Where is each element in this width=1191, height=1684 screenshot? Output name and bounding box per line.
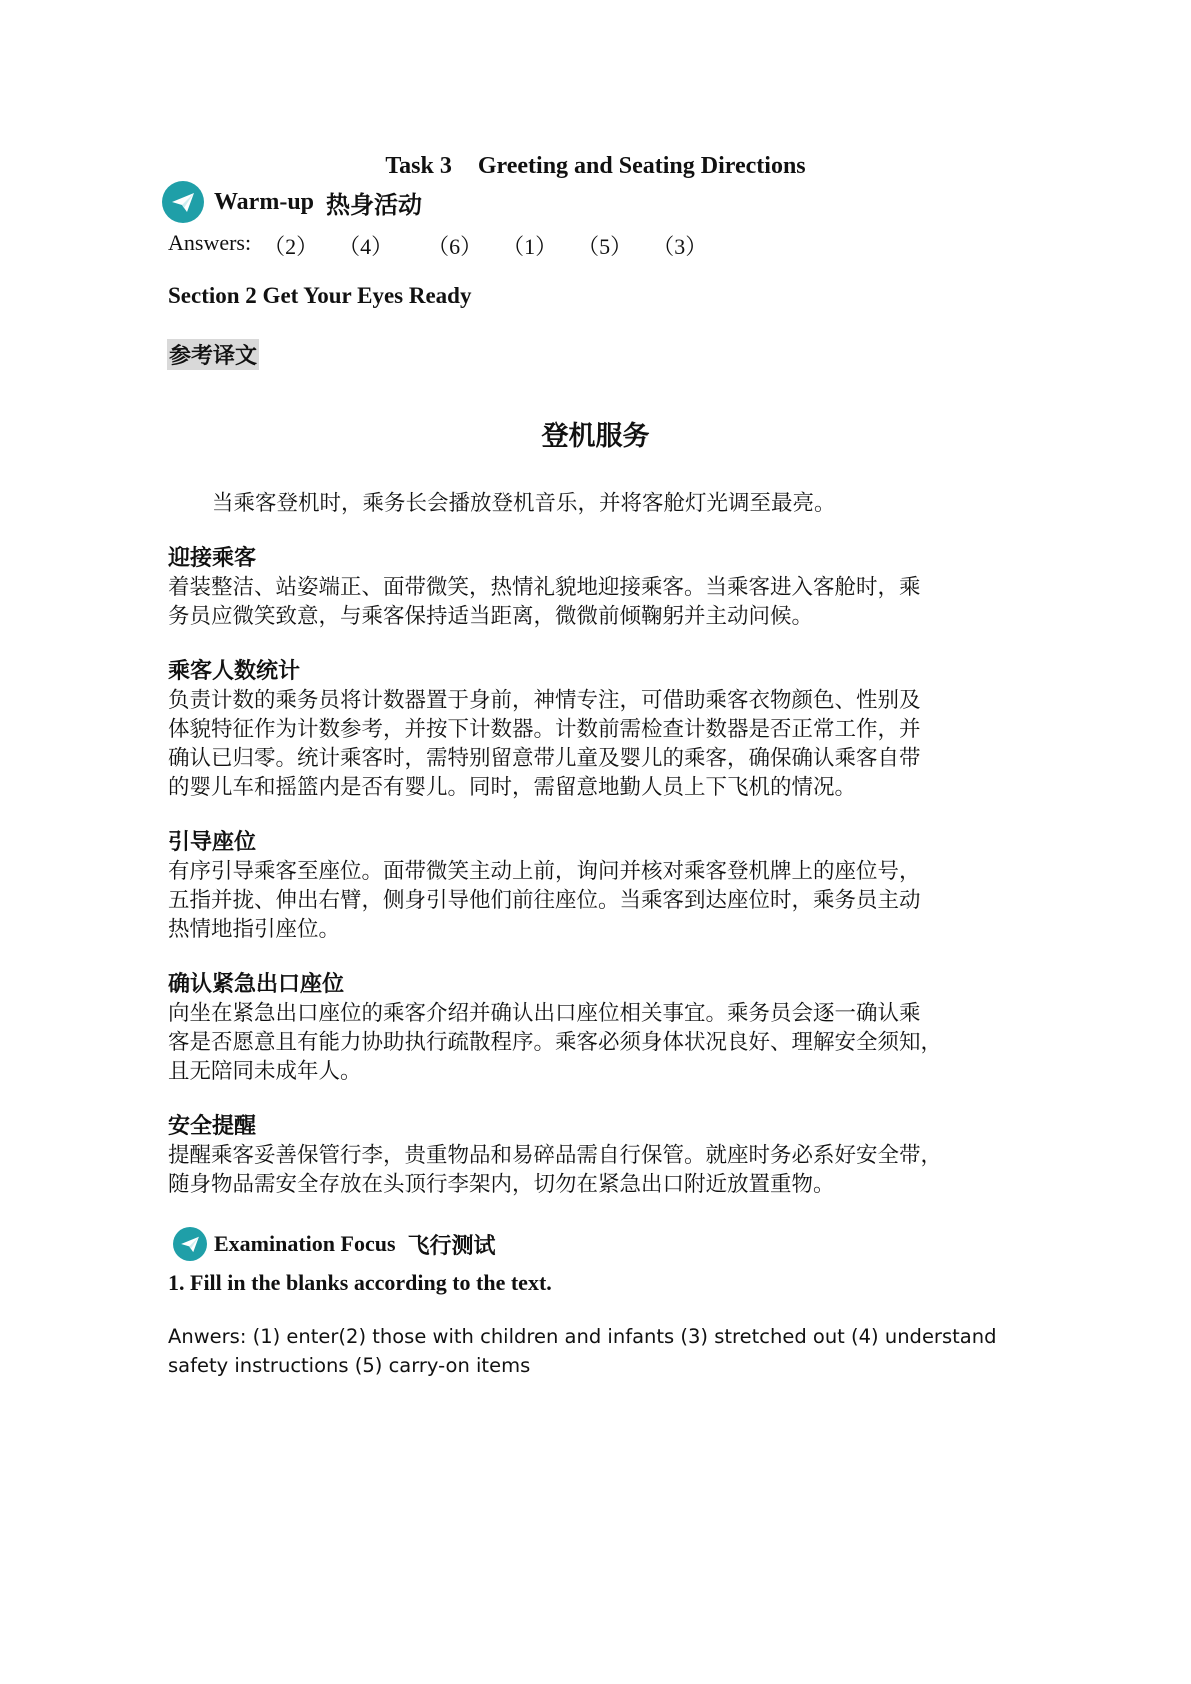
paper-plane-icon (173, 1227, 207, 1261)
exam-heading (173, 1227, 496, 1261)
answer-item: （6） (427, 234, 483, 259)
subsection-heading: 迎接乘客 (168, 545, 257, 571)
answer-item: （1） (502, 234, 558, 259)
section-heading: Section 2 Get Your Eyes Ready (168, 283, 472, 308)
warmup-zh: 热身活动 (326, 192, 423, 219)
paragraph-line: 体貌特征作为计数参考，并按下计数器。计数前需检查计数器是否正常工作，并 (168, 717, 921, 742)
paragraph-line: 随身物品需安全存放在头顶行李架内，切勿在紧急出口附近放置重物。 (168, 1172, 835, 1197)
reference-translation-label: 参考译文 (167, 339, 259, 370)
paragraph-line: 客是否愿意且有能力协助执行疏散程序。乘客必须身体状况良好、理解安全须知， (168, 1030, 943, 1055)
article-intro: 当乘客登机时，乘务长会播放登机音乐，并将客舱灯光调至最亮。 (212, 491, 836, 516)
exam-answers-line: Anwers: (1) enter(2) those with children and infants (3) stretched out (4) understand (168, 1325, 997, 1348)
paper-plane-icon (162, 181, 204, 223)
exam-answers-line: safety instructions (5) carry-on items (168, 1354, 531, 1377)
paragraph-line: 负责计数的乘务员将计数器置于身前，神情专注，可借助乘客衣物颜色、性别及 (168, 688, 921, 713)
answer-item: （3） (652, 234, 708, 259)
warmup-en: Warm-up (214, 188, 315, 215)
subsection-heading: 确认紧急出口座位 (168, 971, 345, 997)
paragraph-line: 有序引导乘客至座位。面带微笑主动上前，询问并核对乘客登机牌上的座位号， (168, 859, 921, 884)
paragraph-line: 的婴儿车和摇篮内是否有婴儿。同时，需留意地勤人员上下飞机的情况。 (168, 775, 857, 800)
exam-en: Examination Focus (214, 1231, 396, 1256)
subsection-heading: 安全提醒 (168, 1113, 257, 1139)
answer-item: （2） (263, 234, 319, 259)
warmup-answers (168, 230, 707, 261)
task-title (0, 153, 1191, 180)
article-title: 登机服务 (541, 421, 650, 452)
paragraph-line: 且无陪同未成年人。 (168, 1059, 362, 1084)
subsection-heading: 乘客人数统计 (168, 658, 301, 684)
answer-item: （4） (338, 234, 394, 259)
paragraph-line: 向坐在紧急出口座位的乘客介绍并确认出口座位相关事宜。乘务员会逐一确认乘 (168, 1001, 921, 1026)
subsection-heading: 引导座位 (168, 829, 257, 855)
paragraph-line: 务员应微笑致意，与乘客保持适当距离，微微前倾鞠躬并主动问候。 (168, 604, 814, 629)
paragraph-line: 确认已归零。统计乘客时，需特别留意带儿童及婴儿的乘客，确保确认乘客自带 (168, 746, 921, 771)
answer-item: （5） (577, 234, 633, 259)
answers-label: Answers: (168, 230, 252, 255)
paragraph-line: 提醒乘客妥善保管行李，贵重物品和易碎品需自行保管。就座时务必系好安全带， (168, 1143, 943, 1168)
exam-zh: 飞行测试 (407, 1232, 496, 1258)
task-label: Task 3 (385, 153, 452, 179)
task-title-text: Greeting and Seating Directions (477, 153, 806, 179)
exam-question: 1. Fill in the blanks according to the text. (168, 1270, 552, 1295)
paragraph-line: 五指并拢、伸出右臂，侧身引导他们前往座位。当乘客到达座位时，乘务员主动 (168, 888, 921, 913)
paragraph-line: 着装整洁、站姿端正、面带微笑，热情礼貌地迎接乘客。当乘客进入客舱时，乘 (168, 575, 921, 600)
warmup-heading (162, 181, 422, 223)
paragraph-line: 热情地指引座位。 (168, 917, 341, 942)
